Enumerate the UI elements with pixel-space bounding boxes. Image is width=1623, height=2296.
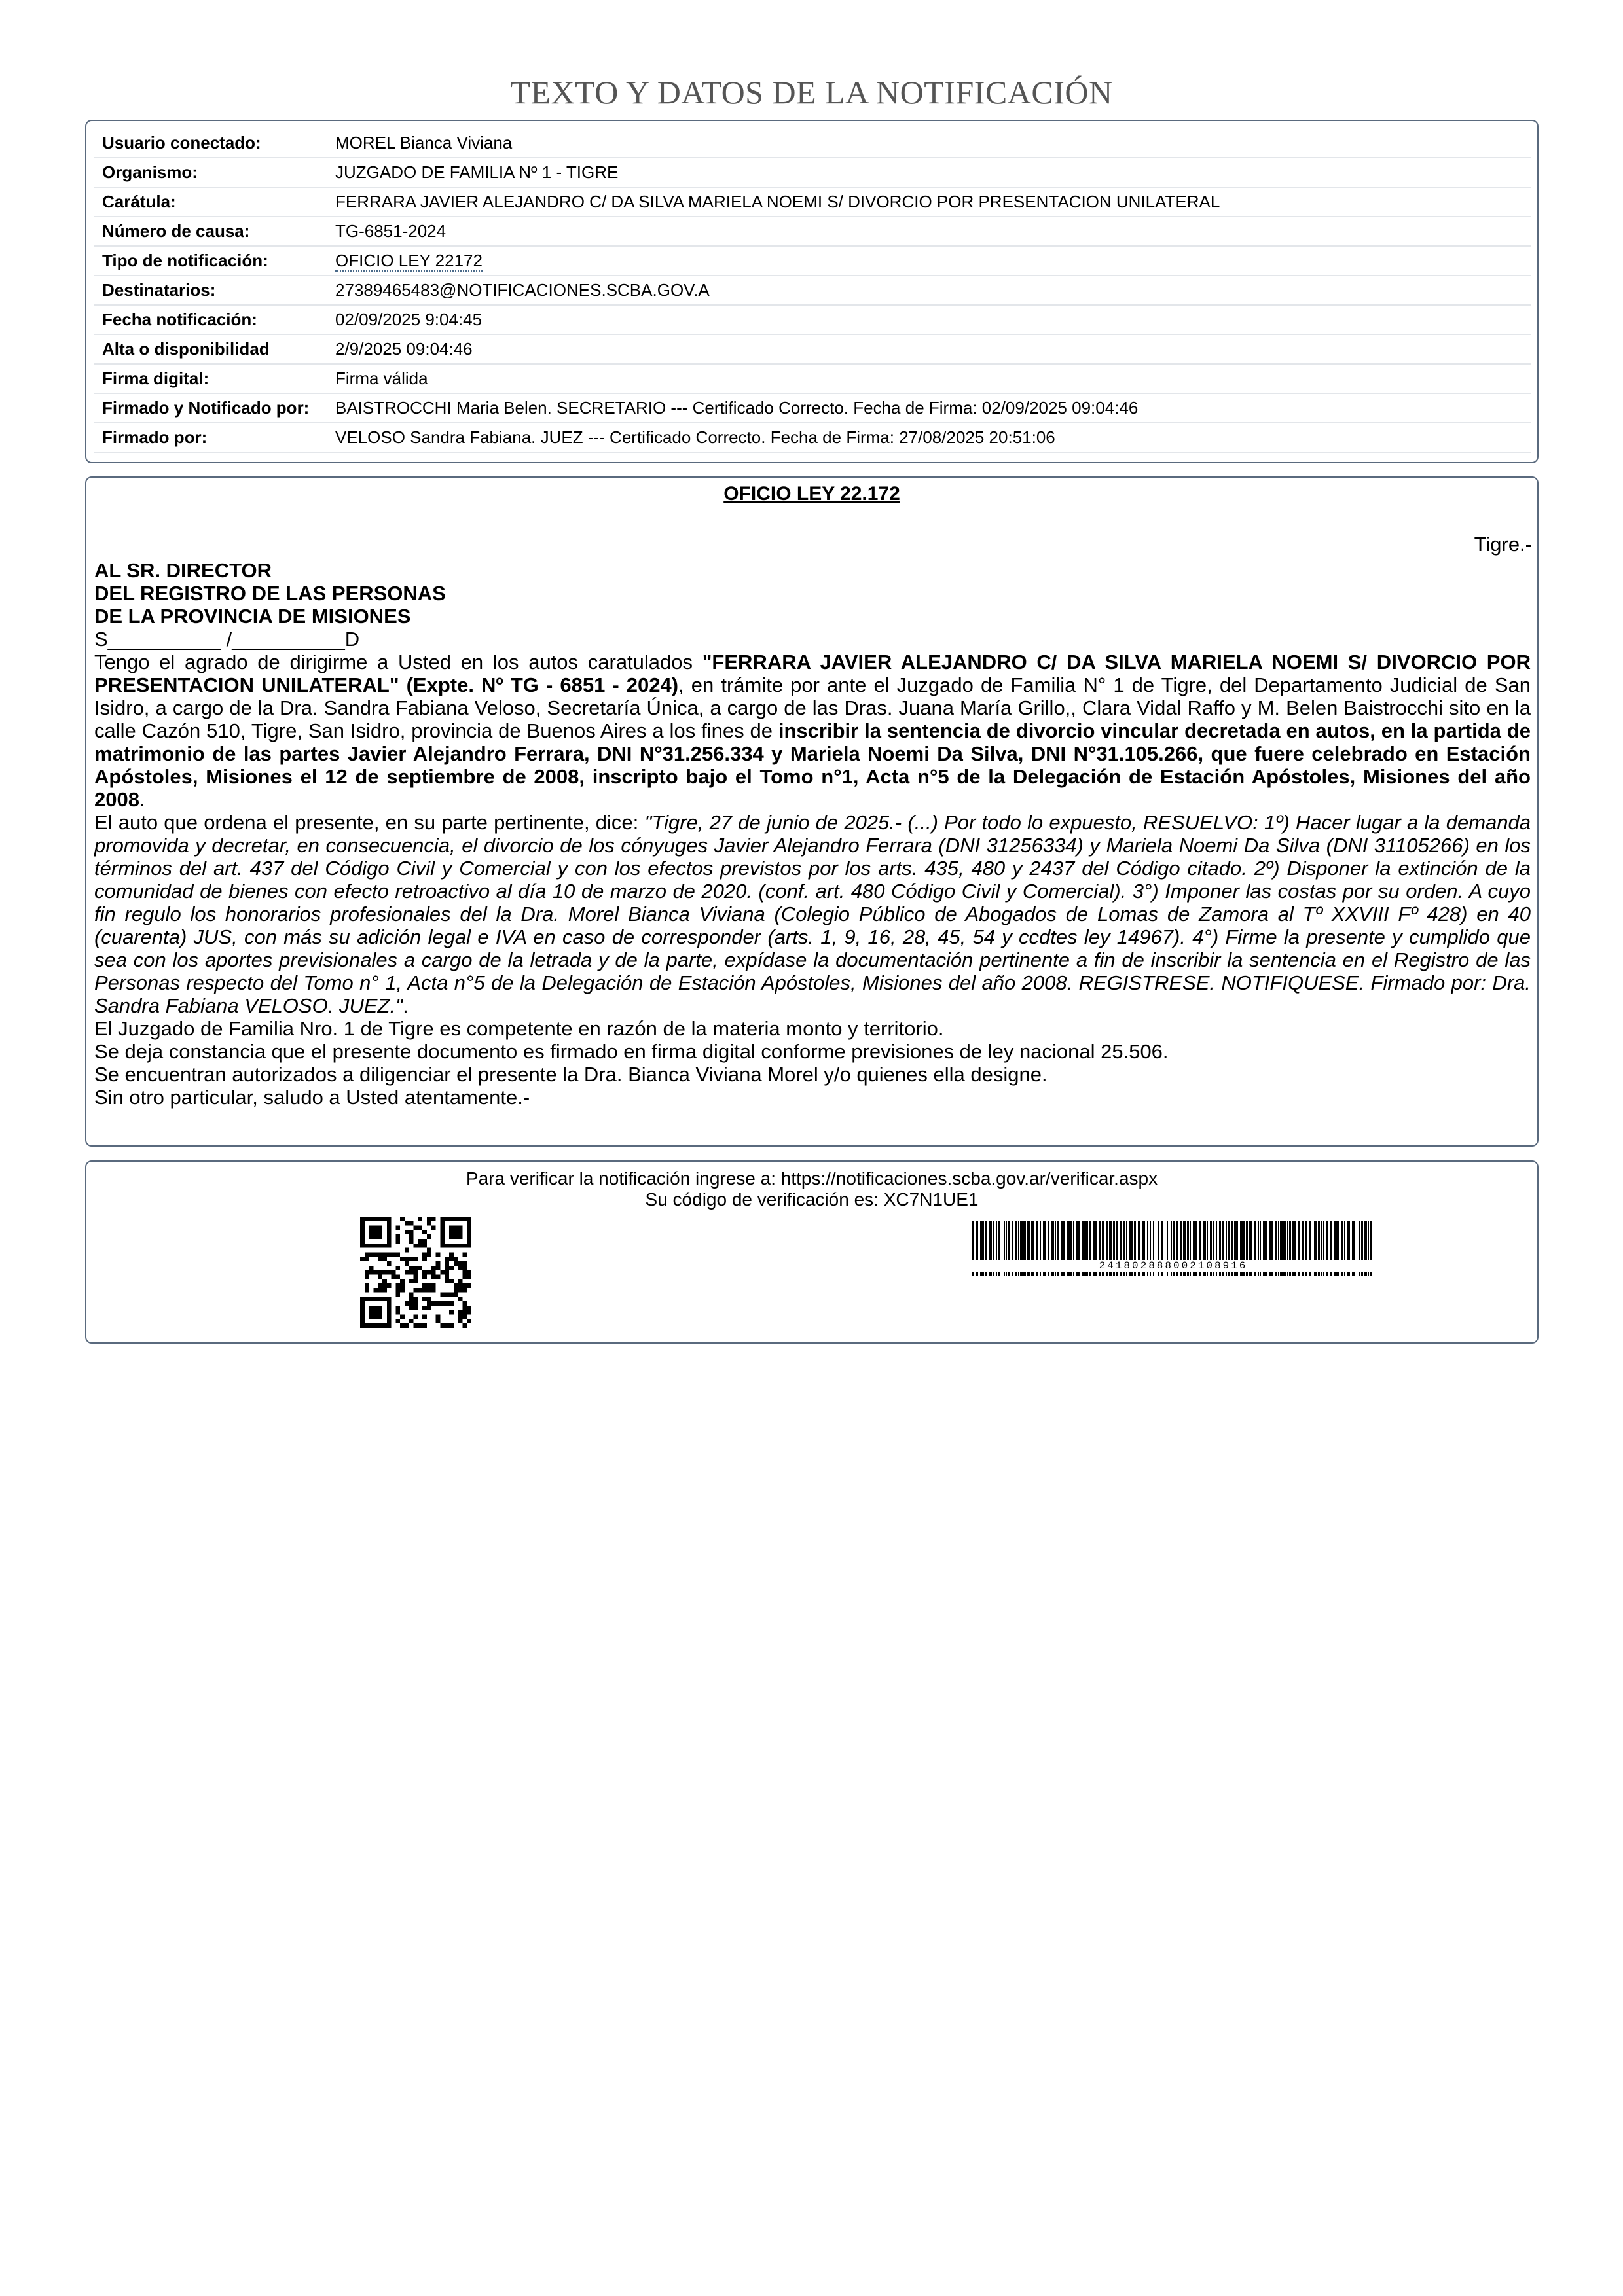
info-value: 2/9/2025 09:04:46: [327, 334, 1531, 364]
info-label: Firmado y Notificado por:: [94, 393, 327, 423]
info-label: Usuario conectado:: [94, 129, 327, 158]
info-value: FERRARA JAVIER ALEJANDRO C/ DA SILVA MARIELA NOEMI S/ DIVORCIO POR PRESENTACION UNILATERAL: [327, 187, 1531, 217]
info-row-tipo-notificacion: [94, 246, 1531, 276]
page-title: TEXTO Y DATOS DE LA NOTIFICACIÓN: [510, 74, 1113, 111]
info-label: Firma digital:: [94, 364, 327, 393]
text-run: .: [403, 994, 409, 1017]
paragraph-intro: [94, 651, 1531, 811]
info-label: Tipo de notificación:: [94, 246, 327, 276]
addressee-line: DEL REGISTRO DE LAS PERSONAS: [94, 582, 446, 605]
info-label: Destinatarios:: [94, 276, 327, 305]
text-run: .: [139, 788, 145, 811]
verification-panel: [85, 1160, 1539, 1344]
ruling-quote: "Tigre, 27 de junio de 2025.- (...) Por todo lo expuesto, RESUELVO: 1º) Hacer lugar a la demanda promovida y decretar, en consecuencia, el divorcio de los cónyuges Javier Alejandro Ferrara (DNI 31256334) y Mariela Noemi Da Silva (DNI 31105266) en los términos del art. 437 del Código Civil y Comercial y con los efectos previstos por los arts. 435, 480 y 2437 del Código citado. 2º) Disponer la extinción de la comunidad de bienes con efecto retroactivo al día 10 de marzo de 2020. (conf. art. 480 Código Civil y Comercial). 3°) Imponer las costas por su orden. A cuyo fin regulo los honorarios profesionales del la Dra. Morel Bianca Viviana (Colegio Público de Abogados de Lomas de Zamora al Tº XXVIII Fº 428) en 40 (cuarenta) JUS, con más su adición legal e IVA en caso de corresponder (arts. 1, 9, 16, 28, 45, 54 y ccdtes ley 14967). 4°) Firme la presente y cumplido que sea con los aportes previsionales a cargo de la letrada y de la parte, expídase la documentación pertinente a fin de inscribir la sentencia en el Registro de las Personas respecto del Tomo n° 1, Acta n°5 de la Delegación de Estación Apóstoles, Misiones del año 2008. REGISTRESE. NOTIFIQUESE. Firmado por: Dra. Sandra Fabiana VELOSO. JUEZ.": [94, 811, 1531, 1017]
qr-code-icon: [360, 1217, 471, 1328]
info-row-firmado-notificado: [94, 393, 1531, 423]
info-row-caratula: [94, 187, 1531, 217]
case-title: "FERRARA JAVIER ALEJANDRO C/ DA SILVA MARIELA NOEMI S/ DIVORCIO POR PRESENTACION UNILATERAL" (Expte. Nº TG - 6851 - 2024): [94, 651, 1531, 696]
verify-code-text: Su código de verificación es: XC7N1UE1: [645, 1189, 979, 1210]
info-value: VELOSO Sandra Fabiana. JUEZ --- Certificado Correcto. Fecha de Firma: 27/08/2025 20:51:06: [327, 423, 1531, 452]
info-row-firma-digital: [94, 364, 1531, 393]
verify-url-text: Para verificar la notificación ingrese a: https://notificaciones.scba.gov.ar/verificar.aspx: [465, 1168, 1158, 1189]
info-value: 02/09/2025 9:04:45: [327, 305, 1531, 334]
info-label: Firmado por:: [94, 423, 327, 452]
info-row-destinatarios: [94, 276, 1531, 305]
info-row-usuario: [94, 129, 1531, 158]
info-value: BAISTROCCHI Maria Belen. SECRETARIO --- Certificado Correcto. Fecha de Firma: 02/09/2025 09:04:46: [327, 393, 1531, 423]
tipo-notificacion-link[interactable]: OFICIO LEY 22172: [335, 251, 483, 270]
document-text: [94, 559, 1531, 1109]
addressee-line: DE LA PROVINCIA DE MISIONES: [94, 605, 411, 628]
paragraph-closing: Sin otro particular, saludo a Usted atentamente.-: [94, 1086, 530, 1109]
document-heading: OFICIO LEY 22.172: [723, 483, 900, 505]
info-label: Alta o disponibilidad: [94, 334, 327, 364]
notification-info-panel: [85, 120, 1539, 463]
purpose-text: inscribir la sentencia de divorcio vincular decretada en autos, en la partida de matrimonio de las partes Javier Alejandro Ferrara, DNI N°31.256.334 y Mariela Noemi Da Silva, DNI N°31.105.266, que fuere celebrado en Estación Apóstoles, Misiones el 12 de septiembre de 2008, inscripto bajo el Tomo n°1, Acta n°5 de la Delegación de Estación Apóstoles, Misiones del año 2008: [94, 719, 1531, 811]
barcode-number: 241802888002108916: [970, 1260, 1376, 1272]
document-body-panel: [85, 476, 1539, 1147]
info-row-fecha-notificacion: [94, 305, 1531, 334]
paragraph-digital-signature: Se deja constancia que el presente documento es firmado en firma digital conforme previsiones de ley nacional 25.506.: [94, 1040, 1169, 1063]
info-label: Organismo:: [94, 158, 327, 187]
info-row-firmado-por: [94, 423, 1531, 452]
info-value: MOREL Bianca Viviana: [327, 129, 1531, 158]
paragraph-competence: El Juzgado de Familia Nro. 1 de Tigre es competente en razón de la materia monto y territorio.: [94, 1017, 944, 1040]
text-run: , en trámite por ante el Juzgado de Familia N° 1 de Tigre, del Departamento Judicial de San Isidro, a cargo de la Dra. Sandra Fabiana Veloso, Secretaría Única, a cargo de las Dras. Juana María Grillo,, Clara Vidal Raffo y M. Belen Baistrocchi sito en la calle Cazón 510, Tigre, San Isidro, provincia de Buenos Aires a los fines de: [94, 673, 1531, 742]
info-row-alta: [94, 334, 1531, 364]
info-value: TG-6851-2024: [327, 217, 1531, 246]
info-label: Número de causa:: [94, 217, 327, 246]
info-label: Carátula:: [94, 187, 327, 217]
info-row-organismo: [94, 158, 1531, 187]
info-value: JUZGADO DE FAMILIA Nº 1 - TIGRE: [327, 158, 1531, 187]
text-run: Tengo el agrado de dirigirme a Usted en los autos caratulados: [94, 651, 702, 673]
salutation: S__________ /__________D: [94, 628, 360, 651]
info-value: Firma válida: [327, 364, 1531, 393]
info-value: 27389465483@NOTIFICACIONES.SCBA.GOV.A: [327, 276, 1531, 305]
info-label: Fecha notificación:: [94, 305, 327, 334]
notification-info-table: [94, 129, 1531, 453]
info-row-numero-causa: [94, 217, 1531, 246]
addressee-line: AL SR. DIRECTOR: [94, 559, 272, 582]
text-run: El auto que ordena el presente, en su parte pertinente, dice:: [94, 811, 645, 834]
document-place: Tigre.-: [1474, 533, 1532, 556]
paragraph-authorized: Se encuentran autorizados a diligenciar el presente la Dra. Bianca Viviana Morel y/o quienes ella designe.: [94, 1063, 1048, 1086]
paragraph-ruling: [94, 811, 1531, 1017]
